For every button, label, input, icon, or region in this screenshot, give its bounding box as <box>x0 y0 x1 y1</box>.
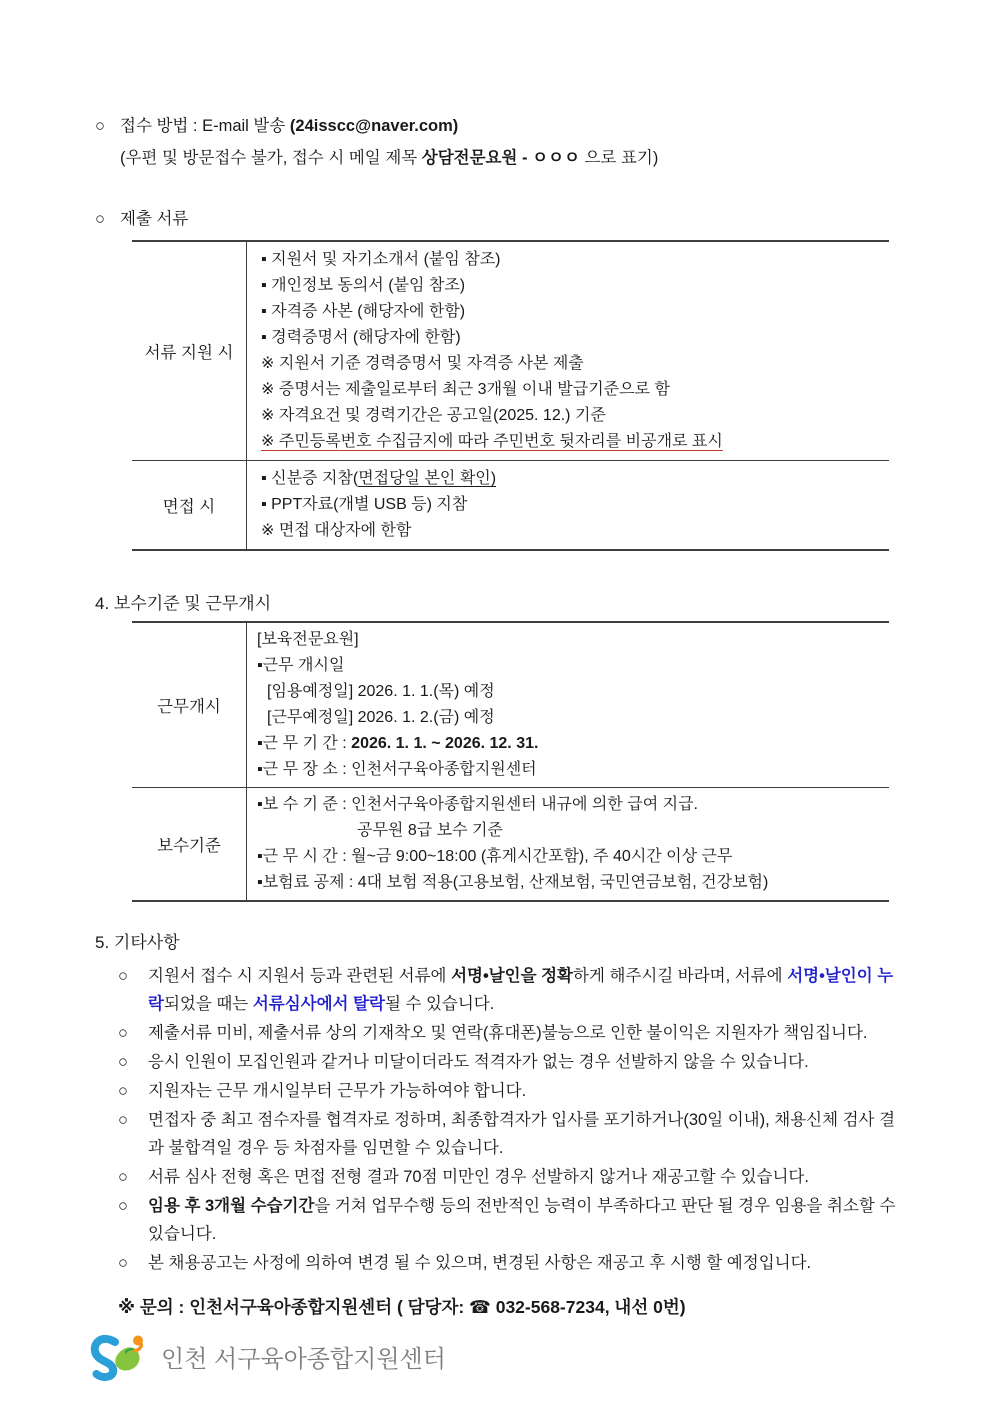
table-line <box>261 403 889 429</box>
text-segment: 될 수 있습니다. <box>384 995 495 1013</box>
square-bullet-icon: ▪ <box>257 874 263 891</box>
table-line <box>261 429 889 455</box>
table-line <box>261 351 889 377</box>
list-item <box>118 1048 898 1076</box>
text-segment: [임용예정일] 2026. 1. 1.(목) 예정 <box>267 683 495 700</box>
text-segment: 근 무 기 간 : <box>262 735 352 752</box>
reference-mark-icon: ※ <box>261 355 279 372</box>
text-segment: 지원서 기준 경력증명서 및 자격증 사본 제출 <box>278 355 584 372</box>
table-line <box>261 377 889 403</box>
text-segment: 근무 개시일 <box>262 657 345 674</box>
square-bullet-icon: ▪ <box>261 277 272 294</box>
footer-logo-text: 인천 서구육아종합지원센터 <box>161 1345 446 1373</box>
text-segment: 면접 대상자에 한함 <box>278 522 412 539</box>
list-item <box>118 1077 898 1105</box>
text-segment: 자격증 사본 (해당자에 한함) <box>271 303 466 320</box>
mail-subject-format: 상담전문요원 - ㅇㅇㅇ <box>421 149 580 167</box>
text-segment: 근 무 장 소 : 인천서구육아종합지원센터 <box>262 761 537 778</box>
center-logo-icon <box>89 1331 151 1381</box>
table-line <box>261 518 889 544</box>
text-segment: 개인정보 동의서 (붙임 참조) <box>271 277 466 294</box>
table-line <box>261 466 889 492</box>
section4-heading: 4. 보수기준 및 근무개시 <box>95 594 272 613</box>
text-segment: 서류심사에서 탈락 <box>252 995 385 1013</box>
text-segment: 하게 해주시길 바라며, 서류에 <box>573 967 788 985</box>
reception-note-post: 으로 표기) <box>579 149 659 167</box>
text-segment: 서명•날인을 정확 <box>451 967 573 985</box>
text-segment: 신분증 지참( <box>271 470 359 487</box>
table-line <box>261 492 889 518</box>
row-content <box>247 788 889 900</box>
row-content <box>247 623 889 787</box>
reception-method-text: 접수 방법 : E-mail 발송 <box>120 117 290 135</box>
circle-bullet-icon: ○ <box>118 1197 128 1215</box>
row-label: 근무개시 <box>132 623 247 787</box>
list-item-text <box>148 1019 898 1047</box>
reception-email: (24isscc@naver.com) <box>289 117 459 135</box>
table-line <box>261 273 889 299</box>
table-line <box>257 731 889 757</box>
text-segment: 되었을 때는 <box>163 995 253 1013</box>
square-bullet-icon: ▪ <box>257 735 263 752</box>
circle-bullet-icon: ○ <box>118 967 128 985</box>
square-bullet-icon: ▪ <box>257 761 263 778</box>
text-segment: 공무원 8급 보수 기준 <box>357 822 503 839</box>
square-bullet-icon: ▪ <box>261 470 272 487</box>
list-item <box>118 1249 898 1277</box>
text-segment: 주민등록번호 수집금지에 따라 주민번호 뒷자리를 비공개로 표시 <box>278 433 723 450</box>
section5-heading: 5. 기타사항 <box>95 933 180 952</box>
circle-bullet-icon: ○ <box>118 1254 128 1272</box>
text-segment: [보육전문요원] <box>257 631 359 648</box>
text-segment: 경력증명서 (해당자에 한함) <box>271 329 461 346</box>
table-line <box>257 653 889 679</box>
contact-info-line: ※ 문의 : 인천서구육아종합지원센터 ( 담당자: ☎ 032-568-7234, 내선 0번) <box>118 1297 686 1317</box>
text-segment: 지원서 및 자기소개서 (붙임 참조) <box>271 251 501 268</box>
row-label: 면접 시 <box>132 461 247 549</box>
text-segment: 보험료 공제 : 4대 보험 적용(고용보험, 산재보험, 국민연금보험, 건강보험) <box>262 874 769 891</box>
reference-mark-icon: ※ <box>261 381 279 398</box>
other-notes-list <box>118 962 898 1277</box>
circle-bullet-icon: ○ <box>95 117 105 135</box>
list-item-text <box>148 1192 898 1248</box>
text-segment: PPT자료(개별 USB 등) 지참 <box>271 496 468 513</box>
table-row <box>132 460 889 549</box>
circle-bullet-icon: ○ <box>118 1168 128 1186</box>
row-label: 서류 지원 시 <box>132 242 247 460</box>
table-line <box>257 679 889 705</box>
text-segment: 지원서 접수 시 지원서 등과 관련된 서류에 <box>148 967 452 985</box>
footer-logo <box>89 1331 992 1381</box>
list-item-text <box>148 1077 898 1105</box>
pay-and-start-table <box>132 621 889 902</box>
row-label: 보수기준 <box>132 788 247 900</box>
list-item-text <box>148 1048 898 1076</box>
square-bullet-icon: ▪ <box>261 303 272 320</box>
text-segment: 면접자 중 최고 점수자를 협격자로 정하며, 최종합격자가 입사를 포기하거나(30일 이내), 채용신체 검사 결과 불합격일 경우 등 차점자를 임면할 수 있습니다. <box>148 1111 896 1157</box>
reception-note-pre: (우편 및 방문접수 불가, 접수 시 메일 제목 <box>120 149 422 167</box>
list-item-text <box>148 1106 898 1162</box>
row-content <box>247 461 889 549</box>
reception-method-line <box>95 110 992 142</box>
text-segment: 증명서는 제출일로부터 최근 3개월 이내 발급기준으로 함 <box>278 381 670 398</box>
text-segment: 근 무 시 간 : 월~금 9:00~18:00 (휴게시간포함), 주 40시간 이상 근무 <box>262 848 733 865</box>
submission-docs-table <box>132 240 889 551</box>
text-segment: 응시 인원이 모집인원과 같거나 미달이더라도 적격자가 없는 경우 선발하지 않을 수 있습니다. <box>148 1053 809 1071</box>
table-line <box>257 627 889 653</box>
table-line <box>261 299 889 325</box>
reference-mark-icon: ※ <box>261 407 279 424</box>
square-bullet-icon: ▪ <box>261 251 272 268</box>
text-segment: 2026. 1. 1. ~ 2026. 12. 31. <box>351 735 539 752</box>
circle-bullet-icon: ○ <box>118 1111 128 1129</box>
text-segment: 을 거쳐 업무수행 등의 전반적인 능력이 부족하다고 판단 될 경우 임용을 취소할 수 있습니다. <box>148 1197 896 1243</box>
row-content <box>247 242 889 460</box>
list-item-text <box>148 1163 898 1191</box>
list-item <box>118 1192 898 1248</box>
circle-bullet-icon: ○ <box>118 1082 128 1100</box>
list-item <box>118 1106 898 1162</box>
square-bullet-icon: ▪ <box>261 496 272 513</box>
table-line <box>257 792 889 818</box>
submission-docs-heading <box>95 207 992 231</box>
table-line <box>257 818 889 844</box>
reference-mark-icon: ※ <box>261 433 279 450</box>
circle-bullet-icon: ○ <box>95 210 105 228</box>
square-bullet-icon: ▪ <box>257 796 263 813</box>
list-item <box>118 1163 898 1191</box>
list-item-text <box>148 962 898 1018</box>
square-bullet-icon: ▪ <box>261 329 272 346</box>
table-line <box>257 844 889 870</box>
circle-bullet-icon: ○ <box>118 1024 128 1042</box>
submission-docs-heading-text: 제출 서류 <box>120 210 189 228</box>
list-item <box>118 962 898 1018</box>
square-bullet-icon: ▪ <box>257 657 263 674</box>
reference-mark-icon: ※ <box>261 522 279 539</box>
table-row <box>132 242 889 460</box>
table-line <box>257 870 889 896</box>
table-row <box>132 623 889 787</box>
table-line <box>261 325 889 351</box>
text-segment: 서명•날인이 누락 <box>148 967 894 1013</box>
text-segment: 제출서류 미비, 제출서류 상의 기재착오 및 연락(휴대폰)불능으로 인한 불이익은 지원자가 책임집니다. <box>148 1024 868 1042</box>
text-segment: 자격요건 및 경력기간은 공고일(2025. 12.) 기준 <box>278 407 606 424</box>
text-segment: 서류 심사 전형 혹은 면접 전형 결과 70점 미만인 경우 선발하지 않거나 재공고할 수 있습니다. <box>148 1168 809 1186</box>
text-segment: 지원자는 근무 개시일부터 근무가 가능하여야 합니다. <box>148 1082 527 1100</box>
list-item <box>118 1019 898 1047</box>
reception-note-line <box>95 142 992 174</box>
table-row <box>132 787 889 900</box>
table-line <box>257 705 889 731</box>
square-bullet-icon: ▪ <box>257 848 263 865</box>
table-line <box>257 757 889 783</box>
text-segment: [근무예정일] 2026. 1. 2.(금) 예정 <box>267 709 495 726</box>
list-item-text <box>148 1249 898 1277</box>
circle-bullet-icon: ○ <box>118 1053 128 1071</box>
text-segment: 본 채용공고는 사정에 의하여 변경 될 수 있으며, 변경된 사항은 재공고 후 시행 할 예정입니다. <box>148 1254 812 1272</box>
table-line <box>261 247 889 273</box>
text-segment: 임용 후 3개월 수습기간 <box>148 1197 315 1215</box>
text-segment: 면접당일 본인 확인) <box>358 470 497 487</box>
text-segment: 보 수 기 준 : 인천서구육아종합지원센터 내규에 의한 급여 지급. <box>262 796 698 813</box>
